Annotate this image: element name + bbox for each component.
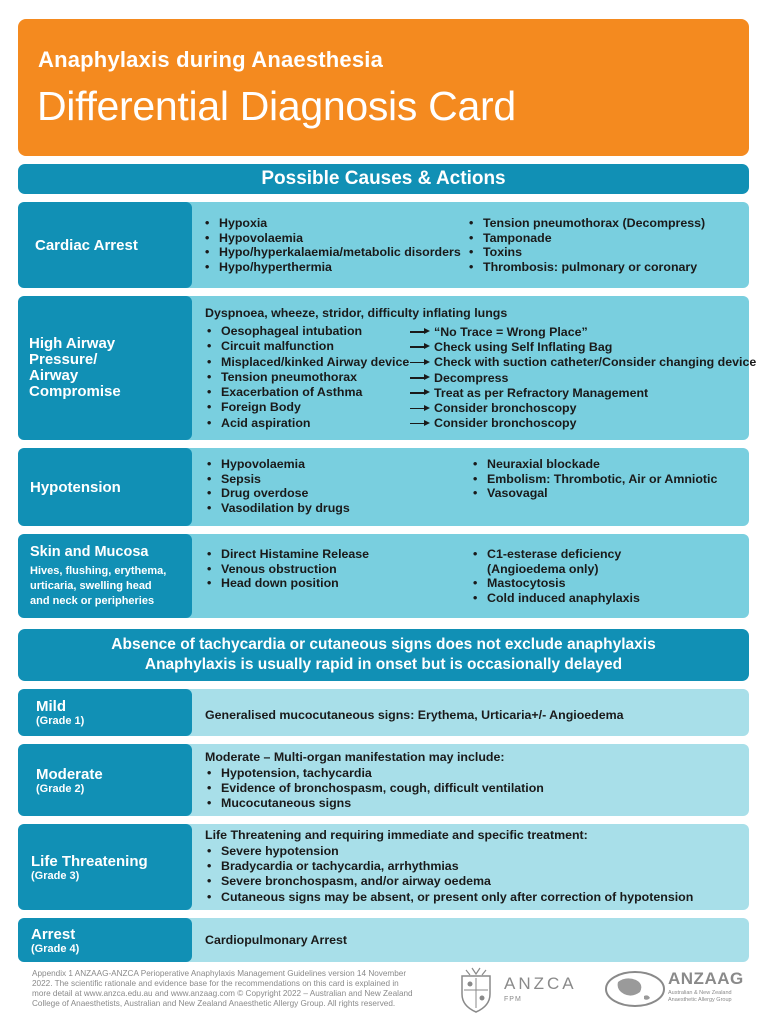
list-item: • Thrombosis: pulmonary or coronary <box>467 260 705 275</box>
anzaag-logo-sub <box>668 990 732 1004</box>
list-item: • Tension pneumothorax (Decompress) <box>467 216 705 231</box>
footer-line: more detail at www.anzca.edu.au and www.anzaag.com © Copyright 2022 – Australian and New Zealand <box>32 989 413 998</box>
hypotension-label-box <box>18 448 192 526</box>
list-item: • Hypo/hyperkalaemia/metabolic disorders <box>203 245 461 260</box>
list-item: • Exacerbation of Asthma <box>205 385 409 400</box>
list-item: • Oesophageal intubation <box>205 324 409 339</box>
list-item: • Hypotension, tachycardia <box>205 766 544 781</box>
arrow-right-icon <box>410 343 430 350</box>
list-item: • Misplaced/kinked Airway device <box>205 355 409 370</box>
anzaag-sub-line: Australian & New Zealand <box>668 990 732 996</box>
anzca-crest-icon <box>456 966 496 1014</box>
action-text: Check with suction catheter/Consider changing device <box>434 355 757 370</box>
life-grade: (Grade 3) <box>31 869 80 882</box>
action-row <box>410 355 756 370</box>
airway-label-line: Compromise <box>29 383 121 400</box>
hypotension-label: Hypotension <box>30 478 121 496</box>
list-item: • Foreign Body <box>205 400 409 415</box>
footer-line: 2022. The scientific rationale and evidence base for the recommendations on this card is explained in <box>32 979 399 988</box>
mild-text: Generalised mucocutaneous signs: Erythema, Urticaria+/- Angioedema <box>205 708 624 722</box>
skin-sublabel-line: Hives, flushing, erythema, <box>30 565 167 577</box>
action-text: Consider bronchoscopy <box>434 416 577 431</box>
list-item: • Cutaneous signs may be absent, or present only after correction of hypotension <box>205 890 693 905</box>
page-title: Differential Diagnosis Card <box>37 83 516 129</box>
warning-line-1: Absence of tachycardia or cutaneous signs does not exclude anaphylaxis <box>111 636 656 653</box>
anzca-logo-sub: FPM <box>504 996 522 1003</box>
action-row <box>410 324 756 339</box>
list-item: • Bradycardia or tachycardia, arrhythmias <box>205 859 693 874</box>
anzaag-sub-line: Anaesthetic Allergy Group <box>668 997 732 1003</box>
moderate-label: Moderate <box>36 765 103 783</box>
list-item: • Hypovolaemia <box>205 457 350 472</box>
list-item: • Vasovagal <box>471 486 717 501</box>
arrow-right-icon <box>410 405 430 412</box>
airway-intro: Dyspnoea, wheeze, stridor, difficulty inflating lungs <box>205 306 508 320</box>
action-text: Check using Self Inflating Bag <box>434 339 613 354</box>
arrow-right-icon <box>410 374 430 381</box>
skin-label-box <box>18 534 192 618</box>
mild-label: Mild <box>36 698 66 715</box>
header-subtitle: Anaphylaxis during Anaesthesia <box>38 47 384 72</box>
anzaag-logo-text: ANZAAG <box>668 969 744 988</box>
hypotension-list-right <box>471 457 717 501</box>
action-text: Decompress <box>434 370 509 385</box>
life-label: Life Threatening <box>31 852 148 870</box>
hypotension-list-left <box>205 457 350 515</box>
list-item: • Neuraxial blockade <box>471 457 717 472</box>
list-item: • Acid aspiration <box>205 416 409 431</box>
list-item: • Venous obstruction <box>205 562 369 577</box>
header-panel <box>18 19 749 156</box>
action-text: Treat as per Refractory Management <box>434 385 649 400</box>
airway-causes <box>205 324 409 431</box>
list-item: • Severe bronchospasm, and/or airway oedema <box>205 874 693 889</box>
footer-line: College of Anaesthetists, Australian and New Zealand Anaesthetic Allergy Group. All rights reserved. <box>32 999 396 1008</box>
causes-banner <box>18 164 749 194</box>
list-item: • Hypoxia <box>203 216 461 231</box>
action-row <box>410 370 756 385</box>
cardiac-list-right <box>467 216 705 274</box>
mild-label-box <box>18 689 192 736</box>
moderate-intro: Moderate – Multi-organ manifestation may include: <box>205 750 505 764</box>
list-item: • C1-esterase deficiency <box>471 547 640 562</box>
list-item: • Direct Histamine Release <box>205 547 369 562</box>
list-item: • Circuit malfunction <box>205 339 409 354</box>
arrow-right-icon <box>410 328 430 335</box>
action-row <box>410 400 756 415</box>
arrest-text: Cardiopulmonary Arrest <box>205 933 348 947</box>
footer-copyright <box>32 969 442 1009</box>
life-label-box <box>18 824 192 910</box>
action-text: “No Trace = Wrong Place” <box>434 324 588 339</box>
list-item: • Drug overdose <box>205 486 350 501</box>
action-text: Consider bronchoscopy <box>434 401 577 416</box>
life-list <box>205 844 693 905</box>
list-item: • Evidence of bronchospasm, cough, difficult ventilation <box>205 781 544 796</box>
list-item: • Severe hypotension <box>205 844 693 859</box>
list-item: • Hypovolaemia <box>203 231 461 246</box>
arrest-grade: (Grade 4) <box>31 942 80 955</box>
cardiac-list-left <box>203 216 461 274</box>
list-item: • Tension pneumothorax <box>205 370 409 385</box>
skin-label: Skin and Mucosa <box>30 544 149 560</box>
list-item: • Toxins <box>467 245 705 260</box>
airway-label-line: High Airway <box>29 335 116 352</box>
anzaag-globe-icon <box>604 970 666 1008</box>
arrow-right-icon <box>410 389 430 396</box>
moderate-list <box>205 766 544 812</box>
action-row <box>410 416 756 431</box>
anzca-logo-text: ANZCA <box>504 974 577 993</box>
list-item: • Vasodilation by drugs <box>205 501 350 516</box>
action-row <box>410 385 756 400</box>
warning-line-2: Anaphylaxis is usually rapid in onset but is occasionally delayed <box>144 656 623 673</box>
anzca-logo <box>456 964 586 1016</box>
moderate-grade: (Grade 2) <box>36 782 85 795</box>
skin-list-left <box>205 547 369 591</box>
list-item: • Cold induced anaphylaxis <box>471 591 640 606</box>
skin-sublabel-line: and neck or peripheries <box>30 595 155 607</box>
list-item: • Tamponade <box>467 231 705 246</box>
list-item: • Sepsis <box>205 472 350 487</box>
skin-sublabel-line: urticaria, swelling head <box>30 580 152 592</box>
warning-banner <box>18 629 749 681</box>
airway-label-line: Pressure/ <box>29 351 98 368</box>
arrow-right-icon <box>410 420 430 427</box>
airway-label-box <box>18 296 192 440</box>
list-item: • Embolism: Thrombotic, Air or Amniotic <box>471 472 717 487</box>
skin-list-right <box>471 547 640 605</box>
action-row <box>410 339 756 354</box>
airway-label-line: Airway <box>29 367 79 384</box>
list-item: • Mucocutaneous signs <box>205 796 544 811</box>
airway-actions <box>410 324 756 431</box>
cardiac-label: Cardiac Arrest <box>35 236 138 254</box>
mild-grade: (Grade 1) <box>36 715 85 727</box>
arrest-label: Arrest <box>31 925 76 943</box>
list-item: • Mastocytosis <box>471 576 640 591</box>
moderate-label-box <box>18 744 192 816</box>
list-item-continuation: (Angioedema only) <box>487 561 599 576</box>
anzaag-logo <box>604 966 754 1014</box>
arrest-label-box <box>18 918 192 962</box>
cardiac-label-box <box>18 202 192 288</box>
causes-banner-text: Possible Causes & Actions <box>261 168 506 189</box>
life-intro: Life Threatening and requiring immediate and specific treatment: <box>205 828 588 842</box>
arrow-right-icon <box>410 359 430 366</box>
list-item: • Hypo/hyperthermia <box>203 260 461 275</box>
footer-line: Appendix 1 ANZAAG-ANZCA Perioperative Anaphylaxis Management Guidelines version 14 November <box>32 969 407 978</box>
list-item: • Head down position <box>205 576 369 591</box>
